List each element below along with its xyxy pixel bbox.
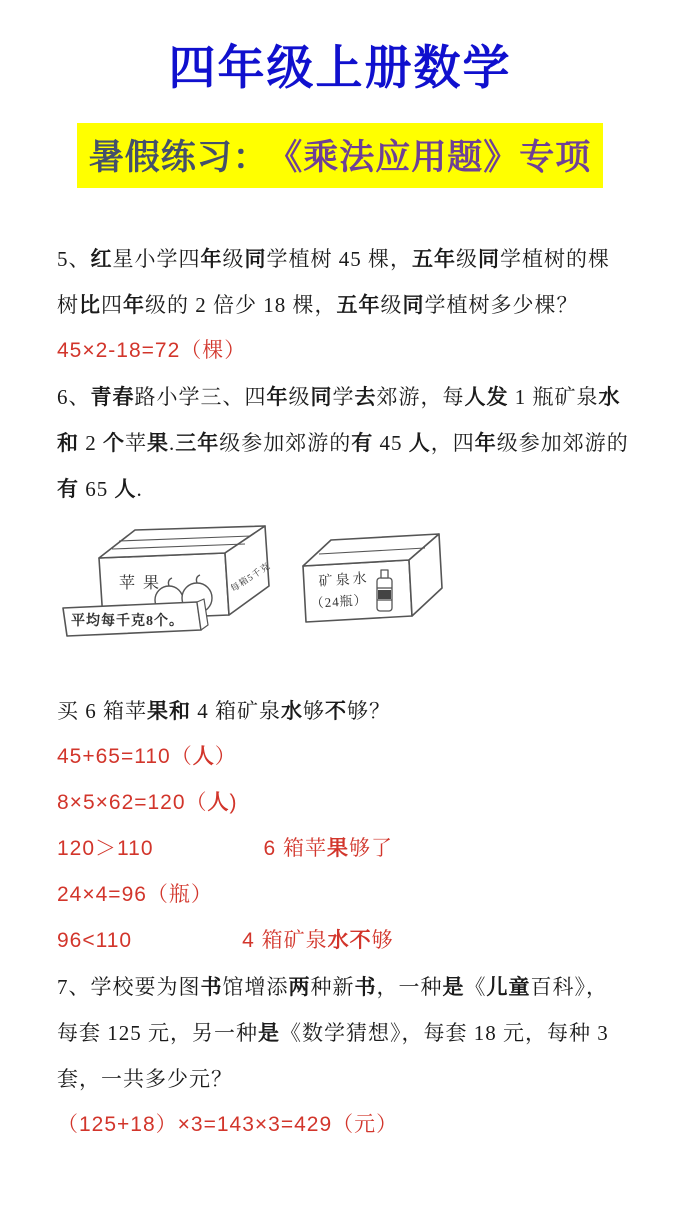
page-title	[0, 40, 680, 97]
problem6-answer2: 8×5×62=120（人)	[57, 791, 238, 815]
boxes-illustration	[57, 516, 457, 638]
page-title-first-char: 四	[168, 43, 218, 95]
problem7-line2: 每套 125 元，另一种是《数学猜想》，每套 18 元，每种 3	[57, 1021, 609, 1046]
problem5-line2: 树比四年级的 2 倍少 18 棵，五年级同学植树多少棵？	[57, 293, 579, 318]
problem6-answer4: 24×4=96（瓶）	[57, 883, 213, 907]
problem6-line3: 有 65 人.	[57, 477, 143, 502]
problem6-line2: 和 2 个苹果.三年级参加郊游的有 45 人，四年级参加郊游的	[57, 431, 629, 456]
water-box-label: 矿泉水	[318, 571, 371, 591]
problem6-answer1: 45+65=110（人）	[57, 745, 237, 769]
problem7-answer: （125+18）×3=143×3=429（元）	[57, 1113, 399, 1137]
problem7-line3: 套，一共多少元？	[57, 1067, 233, 1092]
problem6-answer3: 120＞110 6 箱苹果够了	[57, 837, 394, 861]
apple-banner-text: 平均每千克8个。	[71, 614, 184, 630]
subtitle-prefix: 暑假练习：	[88, 138, 269, 178]
problem6-answer5: 96<110 4 箱矿泉水不够	[57, 929, 394, 953]
problem5-answer: 45×2-18=72（棵）	[57, 339, 247, 363]
subtitle-banner	[77, 123, 604, 188]
problem5-line1: 5、红星小学四年级同学植树 45 棵，五年级同学植树的棵	[57, 247, 610, 272]
problem7-line1: 7、学校要为图书馆增添两种新书，一种是《儿童百科》，	[57, 975, 608, 1000]
water-box-count: （24瓶）	[310, 592, 369, 612]
problem6-line1: 6、青春路小学三、四年级同学去郊游，每人发 1 瓶矿泉水	[57, 385, 621, 410]
apple-box-label: 苹果	[119, 575, 168, 593]
apple-box-side-note: 每箱5千克	[228, 560, 273, 595]
subtitle-highlight: 《乘法应用题》专项	[284, 138, 592, 178]
boxes-illustration-svg	[57, 516, 457, 638]
worksheet-body	[57, 236, 680, 1148]
page-title-rest: 年级上册数学	[217, 41, 512, 94]
problem6-question: 买 6 箱苹果和 4 箱矿泉水够不够？	[57, 699, 391, 724]
